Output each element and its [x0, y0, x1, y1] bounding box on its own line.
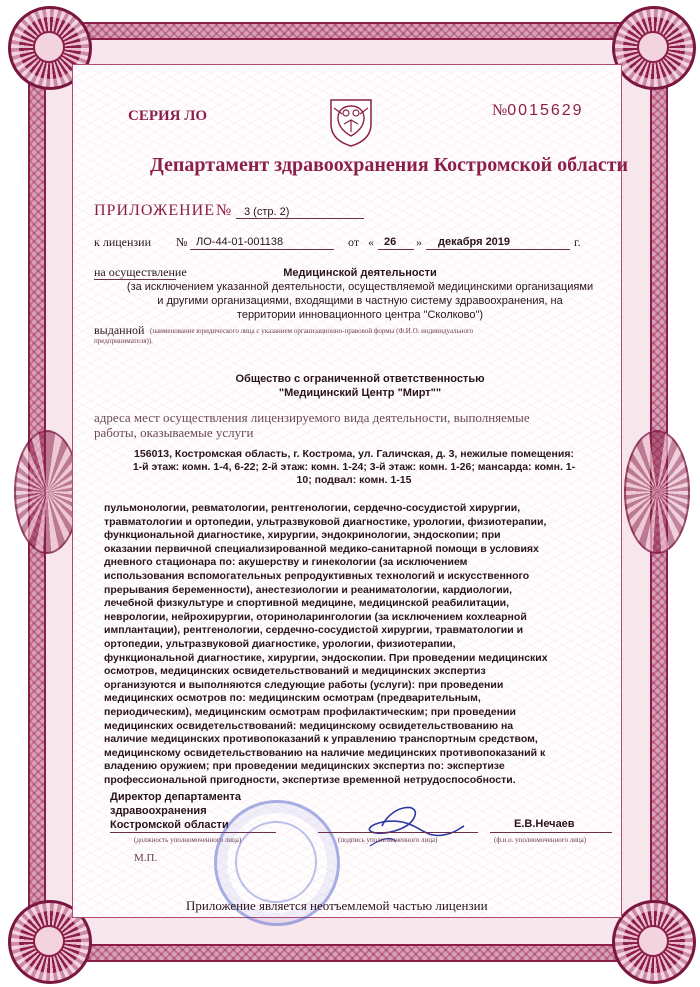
- activity-block: [110, 266, 610, 322]
- footer-note: Приложение является неотъемлемой частью лицензии: [186, 898, 488, 913]
- services-line: прерывания беременности), анестезиологии и реаниматологии, кардиологии,: [104, 583, 513, 596]
- services-line: травматологии и ортопедии, ультразвуковой диагностике, урологии, физиотерапии,: [104, 515, 547, 528]
- license-number-value: ЛО-44-01-001138: [196, 236, 284, 248]
- issued-note-2: предпринимателя)).: [94, 337, 153, 345]
- corner-rosette-top-right: [612, 6, 696, 90]
- position-line-1: Директор департамента: [110, 791, 242, 803]
- services-line: дневного стационара по: акушерству и гинекологии (за исключением: [104, 556, 468, 569]
- series-label: СЕРИЯ ЛО: [128, 108, 208, 124]
- services-line: медицинскому освидетельствованию на наличие медицинских противопоказаний к: [104, 746, 546, 759]
- addresses-label-1: адреса мест осуществления лицензируемого вида деятельности, выполняемые: [94, 410, 530, 425]
- addresses-label-2: работы, оказываемые услуги: [94, 425, 254, 440]
- quote-close: »: [416, 235, 422, 249]
- number-sign: №: [492, 102, 508, 119]
- license-number: [492, 102, 584, 120]
- services-line: ортопедии, ультразвуковой диагностике, урологии, физиотерапии,: [104, 637, 456, 650]
- license-number-underline: [190, 249, 334, 250]
- activity-line-2: и другими организациями, входящими в частную систему здравоохранения, на: [157, 295, 563, 307]
- day-underline: [378, 249, 414, 250]
- issued-label: выданной: [94, 323, 145, 337]
- services-line: владению оружием; при проведении медицинских экспертиз по: экспертизе: [104, 760, 505, 773]
- issued-note-1: (наименование юридического лица с указанием организационно-правовой формы (Ф.И.О. индивидуального: [150, 327, 474, 335]
- address-block: [104, 448, 604, 487]
- services-line: имплантации), рентгенологии, сердечно-сосудистой хирургии, травматологии и: [104, 624, 524, 637]
- signature-underline: [318, 832, 478, 833]
- services-line: осмотров, медицинских освидетельствований и медицинских экспертиз: [104, 665, 486, 678]
- appendix-underline: [236, 218, 364, 219]
- license-prefix: к лицензии: [94, 235, 151, 249]
- side-rosette-right: [624, 430, 690, 554]
- services-line: пульмонологии, ревматологии, рентгенологии, сердечно-сосудистой хирургии,: [104, 502, 521, 514]
- services-line: оказании первичной специализированной медико-санитарной помощи в условиях: [104, 542, 539, 555]
- position-line-2: здравоохранения: [110, 805, 207, 817]
- address-line-2: 1-й этаж: комн. 1-4, 6-22; 2-й этаж: комн. 1-24; 3-й этаж: комн. 1-26; мансарда: комн. 1-: [132, 461, 576, 473]
- services-line: периодическим), медицинским осмотрам профилактическим; при проведении: [104, 705, 516, 718]
- coat-of-arms-icon: [326, 96, 376, 148]
- services-line: функциональной диагностике, хирургии, эндокринологии, эндоскопии; при: [104, 529, 501, 542]
- services-line: медицинских освидетельствований: медицинскому освидетельствованию на: [104, 719, 514, 732]
- services-line: медицинских осмотров по: медицинским осмотрам (предварительным,: [104, 692, 481, 705]
- activity-title: Медицинской деятельности: [283, 267, 437, 279]
- number-value: 0015629: [507, 102, 584, 119]
- services-line: организуются и выполняются следующие работы (услуги): при проведении: [104, 678, 504, 691]
- services-line: неврологии, нейрохирургии, оториноларингологии (за исключением кохлеарной: [104, 610, 527, 623]
- name-note: (ф.и.о. уполномоченного лица): [494, 836, 587, 844]
- organization-name: [120, 372, 600, 400]
- org-line-2: "Медицинский Центр "Мирт"": [278, 387, 442, 399]
- license-day: 26: [384, 236, 397, 248]
- signature-note: (подпись уполномоченного лица): [338, 836, 438, 844]
- signatory-position: [110, 790, 241, 832]
- position-note: (должность уполномоченного лица): [134, 836, 242, 844]
- issued-note: [150, 326, 620, 336]
- stamp-place-mark: М.П.: [134, 852, 158, 864]
- position-line-3: Костромской области: [110, 819, 229, 831]
- license-month-year: декабря 2019: [438, 236, 511, 248]
- department-title: Департамент здравоохранения Костромской области: [150, 154, 629, 176]
- license-from: от: [348, 235, 360, 249]
- appendix-label: ПРИЛОЖЕНИЕ: [94, 202, 216, 219]
- addresses-label: [94, 410, 614, 440]
- appendix-num-sign: №: [216, 202, 232, 219]
- appendix-value: 3 (стр. 2): [244, 206, 290, 218]
- services-list: [104, 502, 604, 787]
- license-num-sign: №: [176, 235, 188, 249]
- activity-label: на осуществление: [94, 265, 187, 279]
- services-line: функциональной диагностике, хирургии, эндоскопии. При проведении медицинских: [104, 651, 548, 664]
- activity-line-1: (за исключением указанной деятельности, осуществляемой медицинскими организациями: [126, 281, 594, 293]
- corner-rosette-bottom-right: [612, 900, 696, 984]
- org-line-1: Общество с ограниченной ответственностью: [235, 373, 485, 385]
- address-line-3: 10; подвал: комн. 1-15: [296, 474, 412, 486]
- services-line: профессиональной пригодности, экспертизе временной нетрудоспособности.: [104, 773, 516, 786]
- license-year-suffix: г.: [574, 235, 581, 249]
- services-line: использования вспомогательных репродуктивных технологий и искусственного: [104, 569, 530, 582]
- month-underline: [426, 249, 570, 250]
- side-rosette-left: [14, 430, 80, 554]
- signatory-name: Е.В.Нечаев: [514, 818, 575, 830]
- quote-open: «: [368, 235, 374, 249]
- name-underline: [490, 832, 612, 833]
- address-line-1: 156013, Костромская область, г. Кострома, ул. Галичская, д. 3, нежилые помещения:: [134, 448, 574, 460]
- services-line: лечебной физкультуре и спортивной медицине, медицинской реабилитации,: [104, 597, 510, 610]
- services-line: наличие медицинских противопоказаний к управлению транспортным средством,: [104, 733, 538, 746]
- activity-line-3: территории инновационного центра "Сколково"): [236, 309, 484, 321]
